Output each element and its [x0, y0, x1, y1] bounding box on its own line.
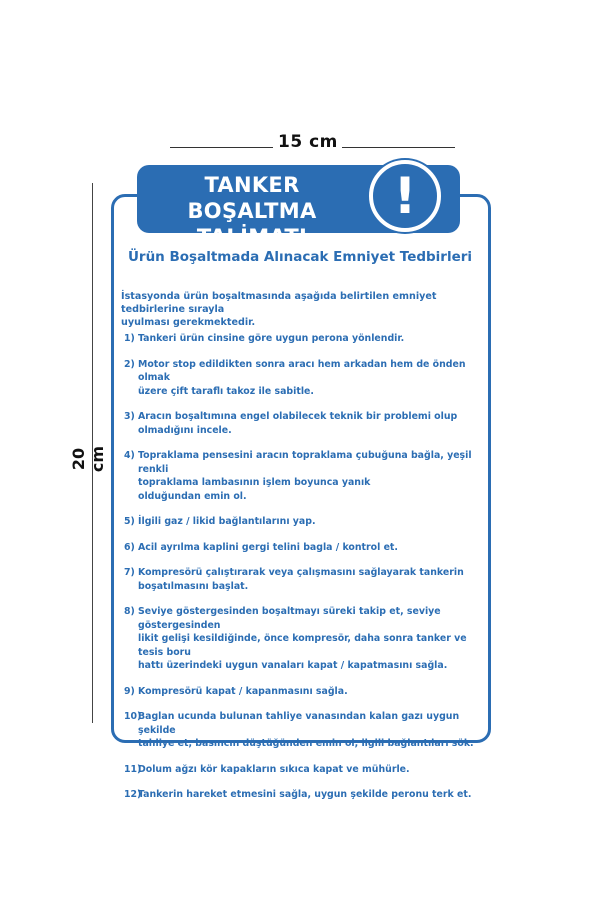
instruction-step	[124, 685, 482, 699]
instruction-step	[124, 358, 482, 399]
step-text	[124, 515, 482, 529]
step-line: Kompresörü kapat / kapanmasını sağla.	[138, 685, 348, 697]
step-number: 9)	[124, 685, 135, 697]
step-line: olduğundan emin ol.	[138, 490, 247, 502]
sign-subtitle: Ürün Boşaltmada Alınacak Emniyet Tedbirleri	[127, 249, 473, 265]
step-line: üzere çift taraflı takoz ile sabitle.	[138, 385, 314, 397]
step-number: 6)	[124, 541, 135, 553]
step-line: Motor stop edildikten sonra aracı hem arkadan hem de önden olmak	[138, 358, 466, 383]
instruction-step	[124, 332, 482, 346]
step-text	[124, 410, 482, 437]
width-dimension	[170, 134, 455, 154]
step-line: İlgili gaz / likid bağlantılarını yap.	[138, 516, 316, 527]
instruction-step	[124, 788, 482, 802]
intro-text	[121, 290, 483, 329]
step-line: boşatılmasını başlat.	[138, 580, 249, 592]
instruction-step	[124, 605, 482, 673]
step-text	[124, 605, 482, 673]
step-line: Kompresörü çalıştırarak veya çalışmasını sağlayarak tankerin	[138, 567, 464, 578]
intro-line-2: uyulması gerekmektedir.	[121, 317, 256, 328]
intro-line-1: İstasyonda ürün boşaltmasında aşağıda belirtilen emniyet tedbirlerine sırayla	[121, 291, 437, 315]
step-text	[124, 566, 482, 593]
step-line: Dolum ağzı kör kapakların sıkıca kapat ve mühürle.	[138, 763, 410, 775]
step-number: 5)	[124, 516, 135, 527]
instruction-list	[124, 332, 482, 814]
step-number: 2)	[124, 358, 135, 370]
step-line: Topraklama pensesini aracın topraklama çubuğuna bağla, yeşil renkli	[138, 450, 472, 475]
instruction-step	[124, 410, 482, 437]
step-text	[124, 788, 482, 802]
step-number: 4)	[124, 450, 135, 461]
sign-title-line2: TALİMATI	[196, 225, 308, 249]
width-label: 15 cm	[278, 132, 338, 152]
step-number: 3)	[124, 411, 135, 422]
step-number: 8)	[124, 606, 135, 617]
step-text	[124, 710, 482, 751]
sign-title-line1: TANKER BOŞALTMA	[187, 173, 317, 223]
step-line: Seviye göstergesinden boşaltmayı süreki takip et, seviye göstergesinden	[138, 606, 441, 631]
step-number: 10)	[124, 711, 142, 722]
step-text	[124, 541, 482, 555]
dimension-line-right	[342, 147, 455, 148]
step-line: likit gelişi kesildiğinde, önce kompresör, daha sonra tanker ve tesis boru	[138, 633, 467, 658]
step-number: 12)	[124, 789, 142, 800]
exclamation-circle-icon	[369, 160, 441, 232]
instruction-step	[124, 763, 482, 777]
step-line: Baglan ucunda bulunan tahliye vanasından kalan gazı uygun şekilde	[138, 711, 460, 736]
instruction-step	[124, 541, 482, 555]
step-number: 1)	[124, 333, 135, 344]
step-line: tahliye et, basıncın düştüğünden emin ol, ilgili bağlantıları sök.	[138, 738, 474, 749]
step-line: Tankeri ürün cinsine göre uygun perona yönlendir.	[138, 333, 405, 344]
step-number: 11)	[124, 763, 142, 775]
sign-title	[137, 172, 367, 250]
step-line: Acil ayrılma kaplini gergi telini bagla / kontrol et.	[138, 541, 398, 553]
step-line: hattı üzerindeki uygun vanaları kapat / kapatmasını sağla.	[138, 660, 448, 671]
step-line: topraklama lambasının işlem boyunca yanık	[138, 477, 371, 488]
exclamation-mark: !	[393, 167, 417, 225]
instruction-step	[124, 710, 482, 751]
instruction-step	[124, 566, 482, 593]
instruction-step	[124, 449, 482, 503]
step-line: Tankerin hareket etmesini sağla, uygun şekilde peronu terk et.	[138, 789, 472, 800]
step-line: Aracın boşaltımına engel olabilecek teknik bir problemi olup olmadığını incele.	[138, 411, 458, 436]
step-text	[124, 358, 482, 399]
step-text	[124, 332, 482, 346]
dimension-line-left	[170, 147, 273, 148]
step-number: 7)	[124, 567, 135, 578]
height-label: 20 cm	[69, 445, 107, 473]
step-text	[124, 685, 482, 699]
step-text	[124, 763, 482, 777]
instruction-step	[124, 515, 482, 529]
step-text	[124, 449, 482, 503]
